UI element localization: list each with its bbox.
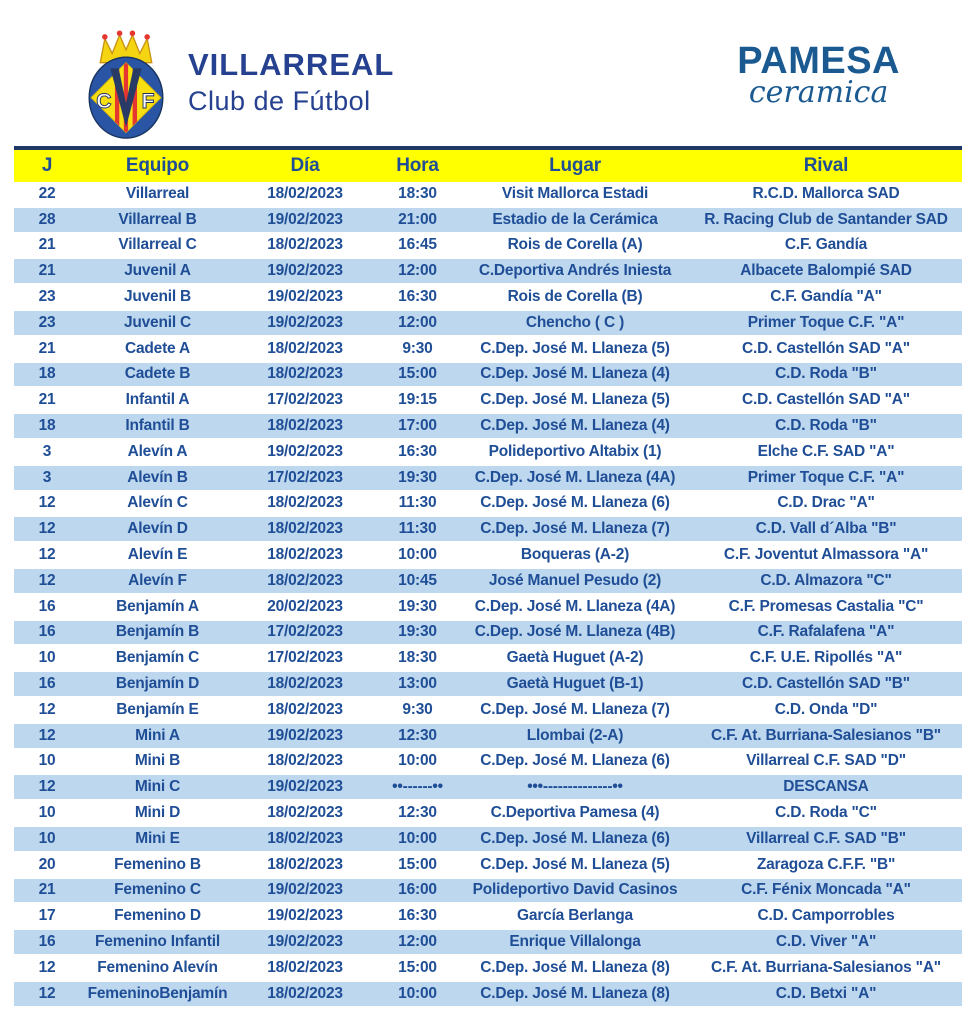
table-cell: 10:00: [398, 984, 437, 1002]
table-cell: ••------••: [392, 778, 443, 796]
table-cell: C.D. Camporrobles: [757, 907, 895, 925]
table-cell: C.Dep. José M. Llaneza (5): [480, 339, 670, 357]
column-header-equipo: Equipo: [125, 155, 190, 176]
table-cell: 19/02/2023: [267, 262, 343, 280]
table-row: [14, 543, 962, 569]
table-row: [14, 388, 962, 414]
table-cell: Juvenil B: [123, 288, 192, 306]
table-cell: C.D. Castellón SAD "B": [742, 675, 910, 693]
table-cell: 16: [38, 623, 56, 641]
table-cell: C.Dep. José M. Llaneza (7): [480, 520, 670, 538]
table-cell: 10:00: [398, 829, 437, 847]
table-cell: 21: [38, 881, 56, 899]
table-cell: 18/02/2023: [267, 339, 343, 357]
table-cell: Rois de Corella (A): [507, 236, 643, 254]
club-subtitle: Club de Fútbol: [188, 86, 371, 116]
table-cell: 12: [38, 958, 56, 976]
table-cell: C.F. U.E. Ripollés "A": [749, 649, 903, 667]
table-cell: Alevín E: [127, 546, 188, 564]
table-cell: C.D. Roda "B": [775, 417, 877, 435]
table-cell: C.F. Joventut Almassora "A": [723, 546, 929, 564]
table-row: [14, 492, 962, 518]
table-cell: 17/02/2023: [267, 391, 343, 409]
table-cell: Elche C.F. SAD "A": [757, 442, 895, 460]
table-cell: Mini C: [134, 778, 181, 796]
table-cell: Femenino B: [114, 855, 201, 873]
table-cell: C.D. Castellón SAD "A": [742, 339, 910, 357]
table-cell: Llombai (2-A): [526, 726, 624, 744]
table-cell: C.F. At. Burriana-Salesianos "A": [711, 958, 941, 976]
table-cell: 15:00: [398, 958, 437, 976]
table-row: [14, 930, 962, 956]
table-cell: C.D. Betxi "A": [775, 984, 877, 1002]
table-row: [14, 337, 962, 363]
table-cell: C.Dep. José M. Llaneza (6): [480, 752, 670, 770]
table-cell: 12: [38, 520, 56, 538]
table-cell: C.D. Viver "A": [775, 933, 877, 950]
table-row: [14, 363, 962, 389]
table-cell: García Berlanga: [517, 907, 633, 925]
table-cell: José Manuel Pesudo (2): [488, 571, 662, 589]
table-row: [14, 311, 962, 337]
table-cell: 18/02/2023: [267, 417, 343, 435]
table-cell: Villarreal: [125, 184, 190, 202]
club-name: VILLARREAL: [188, 47, 395, 82]
table-cell: C.F. Rafalafena "A": [757, 623, 895, 641]
table-cell: C.F. Gandía: [784, 236, 868, 254]
schedule-table-body: [14, 182, 962, 1008]
table-cell: 16: [38, 933, 56, 950]
table-cell: Chencho ( C ): [525, 313, 625, 331]
table-cell: 17/02/2023: [267, 649, 343, 667]
table-row: [14, 775, 962, 801]
table-cell: 15:00: [398, 365, 437, 383]
table-cell: Benjamín B: [115, 623, 200, 641]
table-cell: C.Dep. José M. Llaneza (5): [480, 391, 670, 409]
table-cell: Boqueras (A-2): [520, 546, 630, 564]
table-header-row: [14, 150, 962, 182]
table-cell: 18: [38, 365, 56, 383]
table-cell: Juvenil A: [124, 262, 191, 280]
club-name-block: [188, 47, 394, 117]
table-cell: C.F. Fénix Moncada "A": [741, 881, 911, 899]
table-cell: 3: [42, 468, 52, 486]
table-cell: 18/02/2023: [267, 494, 343, 512]
table-cell: Primer Toque C.F. "A": [747, 313, 905, 331]
table-cell: 10: [38, 804, 56, 822]
table-cell: 18/02/2023: [267, 236, 343, 254]
table-cell: 12:00: [398, 933, 437, 950]
table-cell: C.Dep. José M. Llaneza (8): [480, 958, 670, 976]
table-cell: Visit Mallorca Estadi: [501, 184, 649, 202]
table-cell: Rois de Corella (B): [507, 288, 643, 306]
column-header-rival: Rival: [803, 155, 849, 176]
table-cell: Femenino Infantil: [95, 933, 220, 950]
table-cell: Femenino C: [114, 881, 201, 899]
table-cell: Gaetà Huguet (A-2): [506, 649, 644, 667]
table-cell: 11:30: [398, 494, 437, 512]
table-cell: 18/02/2023: [267, 546, 343, 564]
table-cell: 12: [38, 726, 56, 744]
table-cell: C.D. Roda "B": [775, 365, 877, 383]
table-cell: Cadete B: [124, 365, 191, 383]
table-cell: Polideportivo Altabix (1): [488, 442, 662, 460]
table-cell: 12: [38, 571, 56, 589]
table-row: [14, 595, 962, 621]
table-cell: Enrique Villalonga: [509, 933, 641, 950]
table-cell: 18/02/2023: [267, 365, 343, 383]
table-cell: 21: [38, 262, 56, 280]
table-cell: 18/02/2023: [267, 958, 343, 976]
table-cell: C.Dep. José M. Llaneza (5): [480, 855, 670, 873]
table-cell: C.D. Onda "D": [774, 700, 878, 718]
table-cell: Villarreal C: [118, 236, 197, 254]
table-cell: 16: [38, 675, 56, 693]
table-row: [14, 234, 962, 260]
table-cell: 19/02/2023: [267, 726, 343, 744]
table-cell: C.F. Gandía "A": [770, 288, 882, 306]
sponsor-name: PAMESA: [737, 40, 900, 82]
column-header-lugar: Lugar: [549, 155, 601, 176]
column-header-j: J: [41, 155, 53, 176]
table-row: [14, 182, 962, 208]
table-cell: Alevín C: [127, 494, 188, 512]
table-cell: Estadio de la Cerámica: [492, 210, 658, 228]
table-cell: Zaragoza C.F.F. "B": [756, 855, 896, 873]
table-cell: C.D. Roda "C": [775, 804, 877, 822]
table-cell: C.Dep. José M. Llaneza (7): [480, 700, 670, 718]
table-cell: R. Racing Club de Santander SAD: [704, 210, 948, 228]
table-cell: 10:00: [398, 752, 437, 770]
table-cell: 21: [38, 391, 56, 409]
table-cell: 19/02/2023: [267, 881, 343, 899]
table-cell: 18/02/2023: [267, 984, 343, 1002]
table-cell: 16:45: [398, 236, 437, 254]
table-row: [14, 466, 962, 492]
table-cell: 17:00: [398, 417, 437, 435]
table-row: [14, 698, 962, 724]
page-header: [0, 0, 976, 146]
table-cell: 23: [38, 288, 56, 306]
svg-text:F: F: [141, 89, 155, 113]
table-cell: 18/02/2023: [267, 675, 343, 693]
table-cell: 18/02/2023: [267, 752, 343, 770]
table-cell: Primer Toque C.F. "A": [747, 468, 905, 486]
sponsor-subtitle: ceramica: [748, 75, 889, 110]
table-cell: Benjamín A: [116, 597, 199, 615]
table-cell: Villarreal C.F. SAD "D": [746, 752, 906, 770]
table-cell: FemeninoBenjamín: [87, 984, 228, 1002]
table-cell: 18/02/2023: [267, 700, 343, 718]
table-cell: Alevín D: [127, 520, 188, 538]
table-cell: 23: [38, 313, 56, 331]
table-cell: 28: [38, 210, 56, 228]
table-cell: 16:30: [398, 288, 437, 306]
table-cell: 12: [38, 546, 56, 564]
table-cell: 18/02/2023: [267, 520, 343, 538]
table-cell: 12:30: [398, 804, 437, 822]
table-cell: Femenino Alevín: [97, 958, 218, 976]
table-cell: C.D. Vall d´Alba "B": [755, 520, 897, 538]
table-cell: C.F. Promesas Castalia "C": [728, 597, 924, 615]
table-cell: C.Dep. José M. Llaneza (4B): [474, 623, 676, 641]
table-cell: C.Dep. José M. Llaneza (6): [480, 829, 670, 847]
table-cell: 20/02/2023: [267, 597, 343, 615]
table-cell: 19:30: [398, 468, 437, 486]
table-row: [14, 285, 962, 311]
svg-text:C: C: [96, 89, 112, 113]
club-branding: [80, 24, 394, 140]
schedule-table: [14, 146, 962, 1008]
table-cell: 10: [38, 752, 56, 770]
table-row: [14, 208, 962, 234]
column-header-dia: Día: [290, 155, 320, 176]
table-cell: •••--------------••: [527, 778, 623, 796]
table-cell: DESCANSA: [783, 778, 869, 796]
table-cell: Infantil B: [125, 417, 190, 435]
table-cell: 17/02/2023: [267, 468, 343, 486]
table-cell: 16: [38, 597, 56, 615]
table-cell: Villarreal B: [118, 210, 197, 228]
table-cell: 16:30: [398, 907, 437, 925]
table-cell: C.Dep. José M. Llaneza (6): [480, 494, 670, 512]
table-cell: 12: [38, 700, 56, 718]
table-row: [14, 621, 962, 647]
table-cell: 16:30: [398, 442, 437, 460]
table-cell: Gaetà Huguet (B-1): [506, 675, 644, 693]
table-cell: C.Deportiva Andrés Iniesta: [478, 262, 672, 280]
table-cell: 19/02/2023: [267, 778, 343, 796]
table-cell: 18:30: [398, 649, 437, 667]
table-cell: Mini A: [135, 726, 180, 744]
table-cell: C.Dep. José M. Llaneza (4): [480, 365, 670, 383]
table-row: [14, 853, 962, 879]
table-cell: Alevín A: [127, 442, 188, 460]
table-cell: Mini B: [134, 752, 181, 770]
table-cell: Alevín B: [127, 468, 188, 486]
table-cell: 19/02/2023: [267, 907, 343, 925]
table-row: [14, 646, 962, 672]
table-row: [14, 517, 962, 543]
table-cell: 11:30: [398, 520, 437, 538]
table-cell: 19/02/2023: [267, 933, 343, 950]
table-cell: 9:30: [402, 700, 433, 718]
sponsor-logo: [737, 40, 900, 110]
table-cell: Cadete A: [124, 339, 190, 357]
table-cell: 10: [38, 829, 56, 847]
table-cell: C.Dep. José M. Llaneza (4A): [474, 597, 676, 615]
table-cell: Albacete Balompié SAD: [740, 262, 912, 280]
table-cell: 19/02/2023: [267, 210, 343, 228]
table-cell: 18:30: [398, 184, 437, 202]
table-cell: 17: [38, 907, 56, 925]
table-cell: Benjamín C: [115, 649, 200, 667]
table-cell: C.Dep. José M. Llaneza (8): [480, 984, 670, 1002]
table-row: [14, 750, 962, 776]
table-cell: 12: [38, 494, 56, 512]
table-row: [14, 982, 962, 1008]
column-header-hora: Hora: [396, 155, 439, 176]
table-cell: 18/02/2023: [267, 184, 343, 202]
table-cell: 19/02/2023: [267, 442, 343, 460]
table-cell: 20: [38, 855, 56, 873]
table-cell: 13:00: [398, 675, 437, 693]
table-cell: C.Dep. José M. Llaneza (4): [480, 417, 670, 435]
table-cell: 21: [38, 236, 56, 254]
table-row: [14, 440, 962, 466]
table-cell: Infantil A: [125, 391, 190, 409]
table-row: [14, 904, 962, 930]
table-cell: C.D. Castellón SAD "A": [742, 391, 910, 409]
table-cell: C.D. Drac "A": [777, 494, 875, 512]
table-cell: C.Deportiva Pamesa (4): [490, 804, 660, 822]
table-cell: Polideportivo David Casinos: [472, 881, 678, 899]
table-cell: 19:15: [398, 391, 437, 409]
table-cell: 17/02/2023: [267, 623, 343, 641]
table-row: [14, 879, 962, 905]
table-cell: C.Dep. José M. Llaneza (4A): [474, 468, 676, 486]
table-cell: 12:30: [398, 726, 437, 744]
table-cell: Villarreal C.F. SAD "B": [746, 829, 906, 847]
table-cell: Femenino D: [114, 907, 201, 925]
table-row: [14, 801, 962, 827]
table-cell: 19:30: [398, 597, 437, 615]
table-cell: R.C.D. Mallorca SAD: [752, 184, 900, 202]
table-row: [14, 956, 962, 982]
table-row: [14, 724, 962, 750]
table-cell: C.D. Almazora "C": [760, 571, 892, 589]
table-cell: C.F. At. Burriana-Salesianos "B": [711, 726, 941, 744]
table-row: [14, 569, 962, 595]
table-cell: 18: [38, 417, 56, 435]
table-cell: Juvenil C: [123, 313, 192, 331]
table-cell: Alevín F: [128, 571, 187, 589]
table-cell: 18/02/2023: [267, 804, 343, 822]
table-row: [14, 414, 962, 440]
table-cell: Mini D: [134, 804, 181, 822]
table-cell: Benjamín D: [115, 675, 200, 693]
table-row: [14, 672, 962, 698]
table-cell: 16:00: [398, 881, 437, 899]
table-cell: 19/02/2023: [267, 313, 343, 331]
table-cell: 22: [38, 184, 56, 202]
table-cell: 21:00: [398, 210, 437, 228]
table-cell: 12:00: [398, 313, 437, 331]
table-cell: Benjamín E: [116, 700, 199, 718]
table-cell: 19:30: [398, 623, 437, 641]
table-cell: 3: [42, 442, 52, 460]
table-cell: 21: [38, 339, 56, 357]
table-cell: 12: [38, 984, 56, 1002]
table-row: [14, 827, 962, 853]
table-cell: 12: [38, 778, 56, 796]
table-cell: Mini E: [135, 829, 180, 847]
table-cell: 12:00: [398, 262, 437, 280]
table-cell: 18/02/2023: [267, 571, 343, 589]
table-row: [14, 259, 962, 285]
table-cell: 18/02/2023: [267, 829, 343, 847]
table-cell: 18/02/2023: [267, 855, 343, 873]
villarreal-crest-icon: [80, 24, 172, 140]
table-cell: 15:00: [398, 855, 437, 873]
table-cell: 10:00: [398, 546, 437, 564]
table-cell: 10: [38, 649, 56, 667]
table-cell: 10:45: [398, 571, 437, 589]
table-cell: 19/02/2023: [267, 288, 343, 306]
table-cell: 9:30: [402, 339, 433, 357]
